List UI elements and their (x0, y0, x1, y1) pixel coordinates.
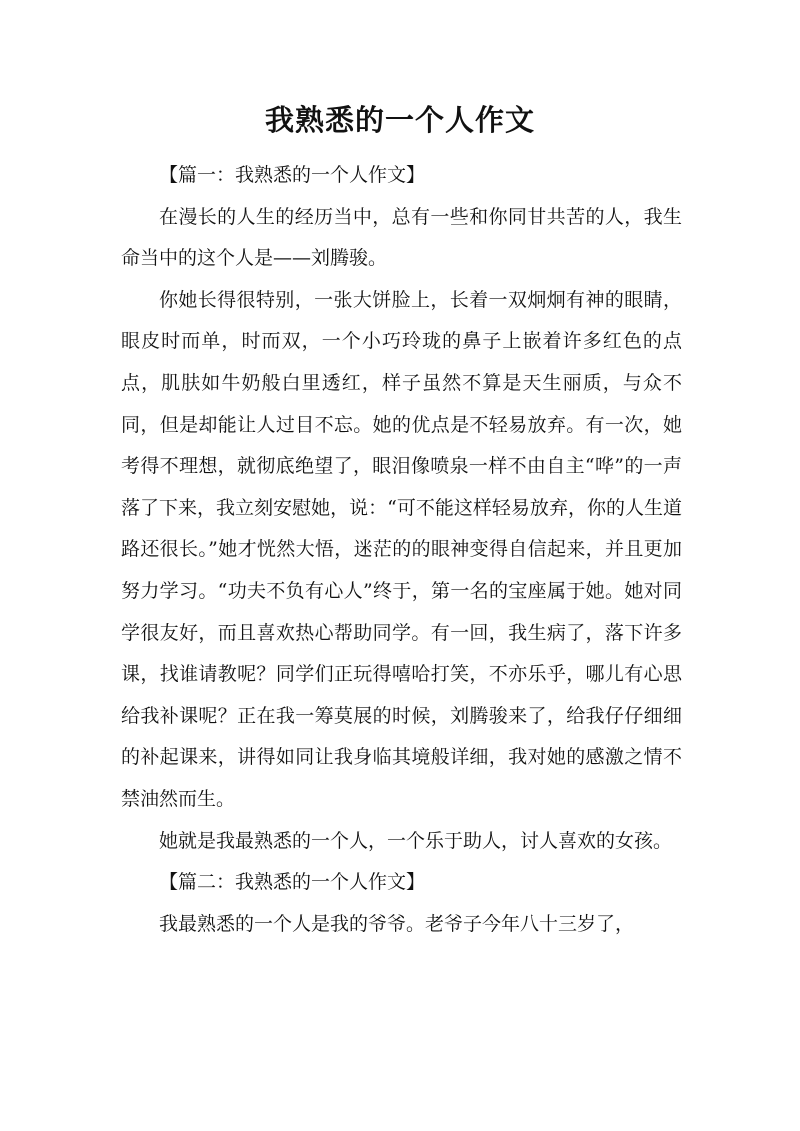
document-body (121, 155, 682, 945)
paragraph-1: 在漫长的人生的经历当中，总有一些和你同甘共苦的人，我生命当中的这个人是——刘腾骏。 (121, 205, 682, 270)
section-heading-1: 【篇一：我熟悉的一个人作文】 (159, 164, 426, 186)
section-heading-2: 【篇二：我熟悉的一个人作文】 (159, 871, 426, 894)
paragraph-2: 你她长得很特别，一张大饼脸上，长着一双炯炯有神的眼睛，眼皮时而单，时而双，一个小巧玲珑的鼻子上嵌着许多红色的点点，肌肤如牛奶般白里透红，样子虽然不算是天生丽质，与众不同，但是却能让人过目不忘。她的优点是不轻易放弃。有一次，她考得不理想，就彻底绝望了，眼泪像喷泉一样不由自主“哗”的一声落了下来，我立刻安慰她，说：“可不能这样轻易放弃，你的人生道路还很长。”她才恍然大悟，迷茫的的眼神变得自信起来，并且更加努力学习。“功夫不负有心人”终于，第一名的宝座属于她。她对同学很友好，而且喜欢热心帮助同学。有一回，我生病了，落下许多课，找谁请教呢？同学们正玩得嘻哈打笑，不亦乐乎，哪儿有心思给我补课呢？正在我一筹莫展的时候，刘腾骏来了，给我仔仔细细的补起课来，讲得如同让我身临其境般详细，我对她的感激之情不禁油然而生。 (121, 288, 682, 810)
paragraph-3: 她就是我最熟悉的一个人，一个乐于助人，讨人喜欢的女孩。 (159, 829, 673, 852)
paragraph-4: 我最熟悉的一个人是我的爷爷。老爷子今年八十三岁了， (159, 912, 635, 935)
document-title: 我熟悉的一个人作文 (264, 103, 535, 137)
